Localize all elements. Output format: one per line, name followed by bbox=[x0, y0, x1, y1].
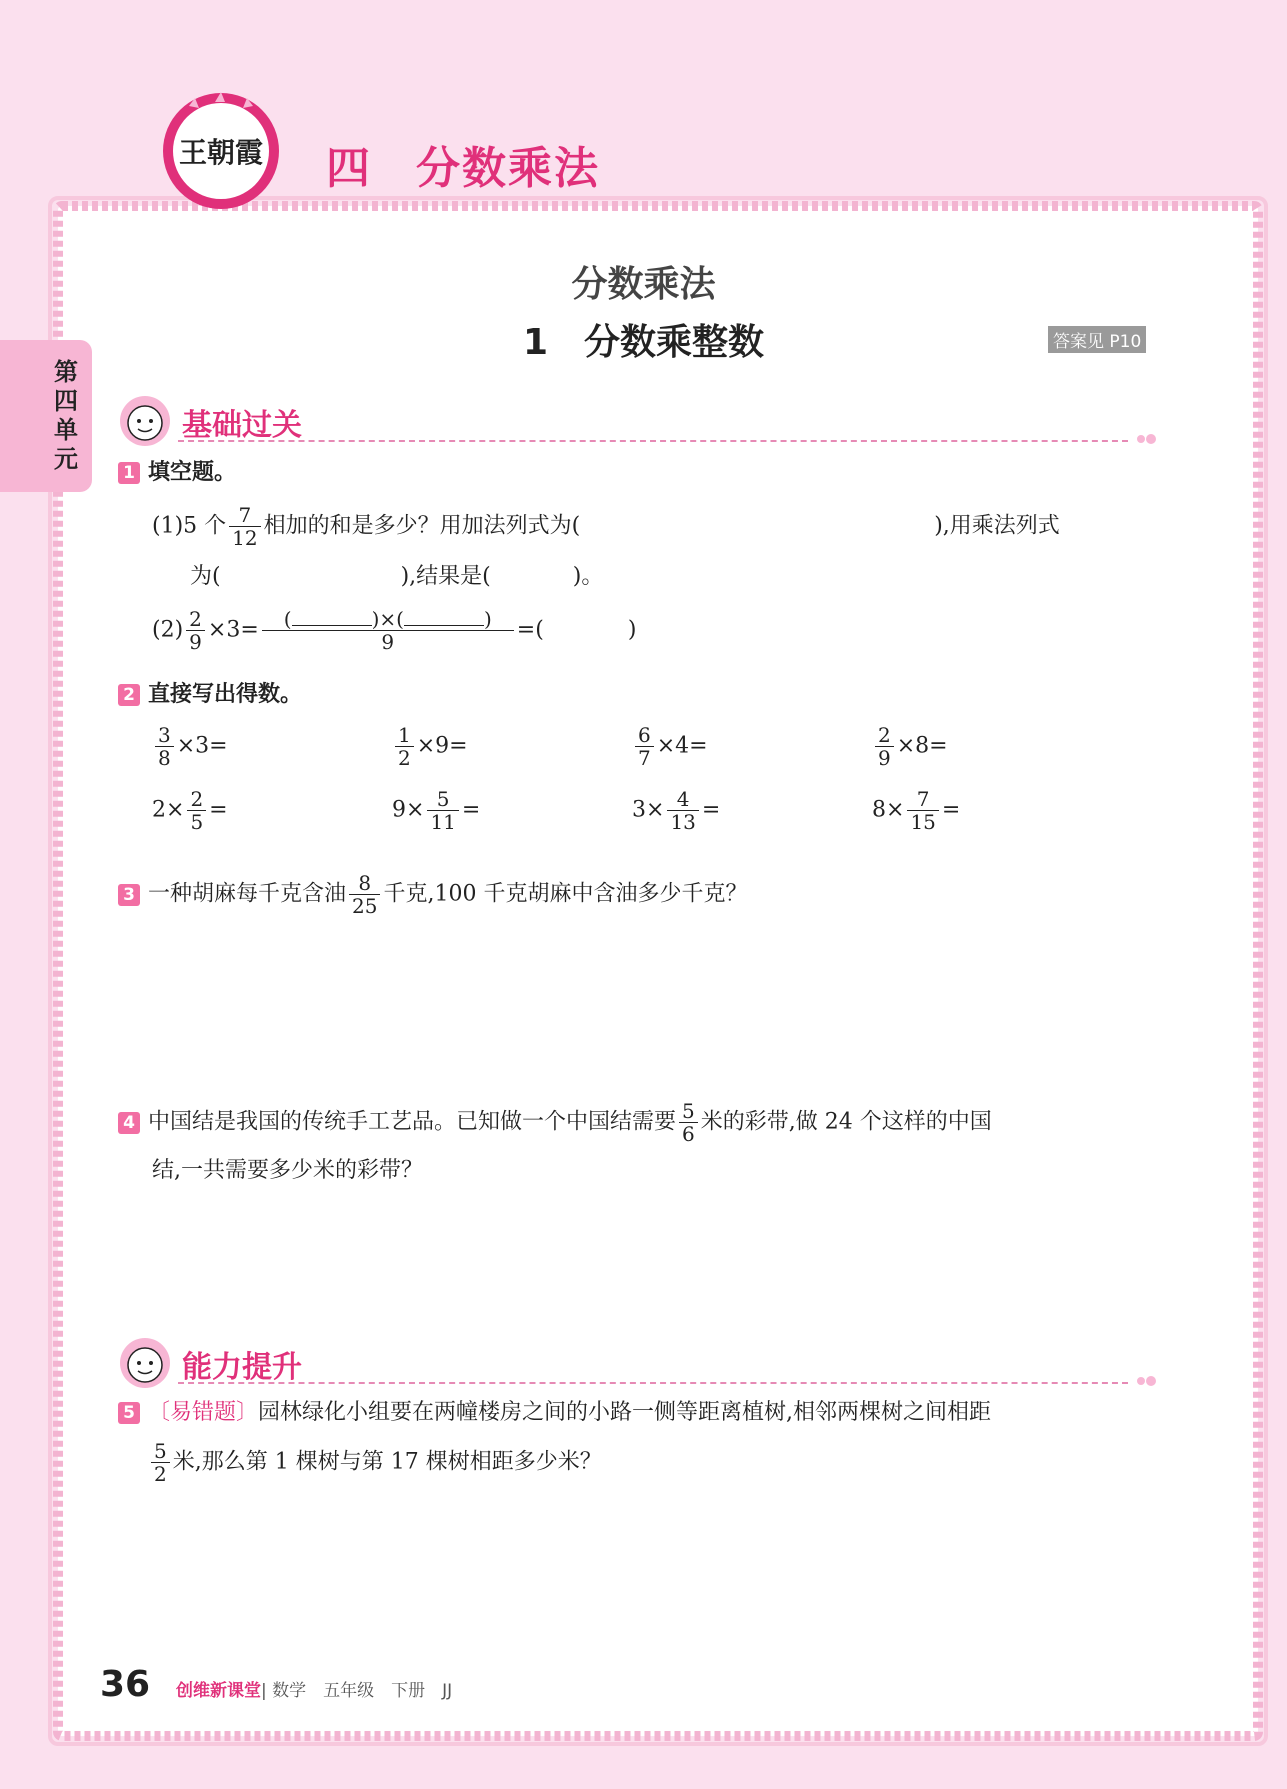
numerator: 4 bbox=[667, 788, 698, 811]
denominator: 25 bbox=[352, 894, 378, 918]
question-5 bbox=[118, 1398, 991, 1428]
fraction bbox=[679, 1100, 698, 1145]
numerator: 5 bbox=[151, 1440, 170, 1463]
text: = bbox=[701, 797, 721, 823]
dots-icon bbox=[1136, 432, 1158, 446]
numerator: 2 bbox=[186, 608, 205, 631]
denominator: 7 bbox=[638, 746, 651, 770]
text: ),结果是( bbox=[400, 564, 491, 589]
dots-icon bbox=[1136, 1374, 1158, 1388]
page-number: 36 bbox=[100, 1664, 151, 1705]
question-title-text: 直接写出得数。 bbox=[148, 682, 303, 707]
question-badge: 5 bbox=[118, 1402, 140, 1424]
fraction bbox=[667, 788, 698, 833]
question-1-part-2 bbox=[152, 608, 636, 653]
text: 9× bbox=[392, 797, 425, 823]
question-4-line-2: 结,一共需要多少米的彩带？ bbox=[152, 1158, 423, 1183]
denominator: 8 bbox=[158, 746, 171, 770]
denominator: 9 bbox=[381, 630, 395, 654]
side-tab-label: 第四单元 bbox=[54, 358, 78, 473]
question-badge: 1 bbox=[118, 462, 140, 484]
calc-item[interactable] bbox=[632, 724, 708, 769]
question-badge: 3 bbox=[118, 884, 140, 906]
section-advanced bbox=[118, 1336, 1158, 1392]
text: ),用乘法列式 bbox=[934, 513, 1060, 539]
text: 3× bbox=[632, 797, 665, 823]
brand-logo bbox=[160, 90, 282, 212]
calc-item[interactable] bbox=[392, 724, 468, 769]
text: 米的彩带,做 24 个这样的中国 bbox=[700, 1109, 992, 1135]
question-1-part-1 bbox=[152, 504, 1060, 549]
question-1-title bbox=[118, 458, 236, 488]
text: 园林绿化小组要在两幢楼房之间的小路一侧等距离植树,相邻两棵树之间相距 bbox=[258, 1400, 992, 1425]
fraction bbox=[875, 724, 894, 769]
numerator: 7 bbox=[907, 788, 938, 811]
answer-blank[interactable] bbox=[292, 625, 372, 626]
section-divider bbox=[178, 440, 1128, 442]
calc-item[interactable] bbox=[632, 788, 720, 833]
numerator: 3 bbox=[155, 724, 174, 747]
text: (2) bbox=[152, 617, 184, 643]
denominator: 15 bbox=[910, 810, 936, 834]
text: 米,那么第 1 棵树与第 17 棵树相距多少米？ bbox=[172, 1449, 602, 1475]
question-1-part-1-line-2 bbox=[190, 562, 603, 592]
text: 2× bbox=[152, 797, 185, 823]
fraction bbox=[155, 724, 174, 769]
text: 8× bbox=[872, 797, 905, 823]
text: (1)5 个 bbox=[152, 513, 227, 539]
denominator: 9 bbox=[878, 746, 891, 770]
answer-blank[interactable] bbox=[404, 625, 484, 626]
numerator: 5 bbox=[679, 1100, 698, 1123]
text: ) bbox=[483, 607, 492, 631]
text: =( bbox=[516, 617, 544, 643]
fraction bbox=[187, 788, 206, 833]
denominator: 11 bbox=[430, 810, 456, 834]
text: 为( bbox=[190, 564, 221, 589]
question-4 bbox=[118, 1100, 992, 1145]
logo-text: 王朝霞 bbox=[178, 136, 264, 169]
question-tag: 〔易错题〕 bbox=[148, 1400, 259, 1425]
section-basic-label: 基础过关 bbox=[182, 408, 302, 443]
calc-item[interactable] bbox=[152, 724, 228, 769]
question-5-line-2 bbox=[148, 1440, 602, 1485]
text: ×8= bbox=[896, 733, 948, 759]
fraction bbox=[151, 1440, 170, 1485]
denominator: 2 bbox=[398, 746, 411, 770]
numerator: 8 bbox=[349, 872, 380, 895]
text: ×3= bbox=[207, 617, 259, 643]
footer-brand: 创维新课堂 bbox=[176, 1681, 261, 1701]
numerator: 2 bbox=[187, 788, 206, 811]
question-2-title bbox=[118, 680, 302, 710]
cartoon-face-icon bbox=[118, 394, 172, 448]
footer-details: | 数学 五年级 下册 JJ bbox=[261, 1681, 453, 1701]
calc-item[interactable] bbox=[872, 724, 948, 769]
footer-info bbox=[176, 1676, 452, 1701]
text: )×( bbox=[371, 607, 404, 631]
denominator: 12 bbox=[232, 526, 258, 550]
unit-heading bbox=[326, 132, 600, 196]
question-3 bbox=[118, 872, 747, 917]
fraction-blank[interactable] bbox=[262, 608, 514, 653]
denominator: 9 bbox=[189, 630, 202, 654]
denominator: 2 bbox=[154, 1462, 167, 1486]
text: ×9= bbox=[416, 733, 468, 759]
question-badge: 4 bbox=[118, 1112, 140, 1134]
text: ×3= bbox=[176, 733, 228, 759]
fraction bbox=[635, 724, 654, 769]
fraction bbox=[349, 872, 380, 917]
text: = bbox=[461, 797, 481, 823]
text: 中国结是我国的传统手工艺品。已知做一个中国结需要 bbox=[148, 1109, 677, 1135]
numerator: 2 bbox=[875, 724, 894, 747]
calc-item[interactable] bbox=[392, 788, 480, 833]
text: ×4= bbox=[656, 733, 708, 759]
lesson-title: 1 分数乘整数 bbox=[522, 322, 765, 363]
answer-reference: 答案见 P10 bbox=[1048, 326, 1146, 353]
denominator: 6 bbox=[682, 1122, 695, 1146]
text: )。 bbox=[572, 564, 604, 589]
text: = bbox=[209, 797, 228, 823]
text: ) bbox=[627, 617, 637, 643]
text: 一种胡麻每千克含油 bbox=[148, 881, 347, 907]
question-title-text: 填空题。 bbox=[148, 460, 237, 485]
text: 相加的和是多少？用加法列式为( bbox=[263, 513, 581, 539]
cartoon-face-icon bbox=[118, 1336, 172, 1390]
question-badge: 2 bbox=[118, 684, 140, 706]
denominator: 5 bbox=[190, 810, 204, 834]
numerator: 6 bbox=[635, 724, 654, 747]
fraction bbox=[186, 608, 205, 653]
chapter-title: 分数乘法 bbox=[571, 264, 716, 305]
unit-number: 四 bbox=[326, 143, 372, 194]
section-basic bbox=[118, 394, 1158, 450]
section-divider bbox=[178, 1382, 1128, 1384]
numerator: 5 bbox=[427, 788, 458, 811]
text: = bbox=[941, 797, 961, 823]
fraction bbox=[395, 724, 414, 769]
fraction bbox=[229, 504, 260, 549]
calc-item[interactable] bbox=[872, 788, 960, 833]
text: 千克,100 千克胡麻中含油多少千克？ bbox=[383, 881, 748, 907]
section-advanced-label: 能力提升 bbox=[182, 1350, 302, 1385]
fraction bbox=[907, 788, 938, 833]
numerator: 7 bbox=[229, 504, 260, 527]
denominator: 13 bbox=[670, 810, 696, 834]
numerator: 1 bbox=[395, 724, 414, 747]
calc-item[interactable] bbox=[152, 788, 228, 833]
fraction bbox=[427, 788, 458, 833]
unit-title: 分数乘法 bbox=[416, 143, 600, 194]
text: ( bbox=[283, 607, 292, 631]
